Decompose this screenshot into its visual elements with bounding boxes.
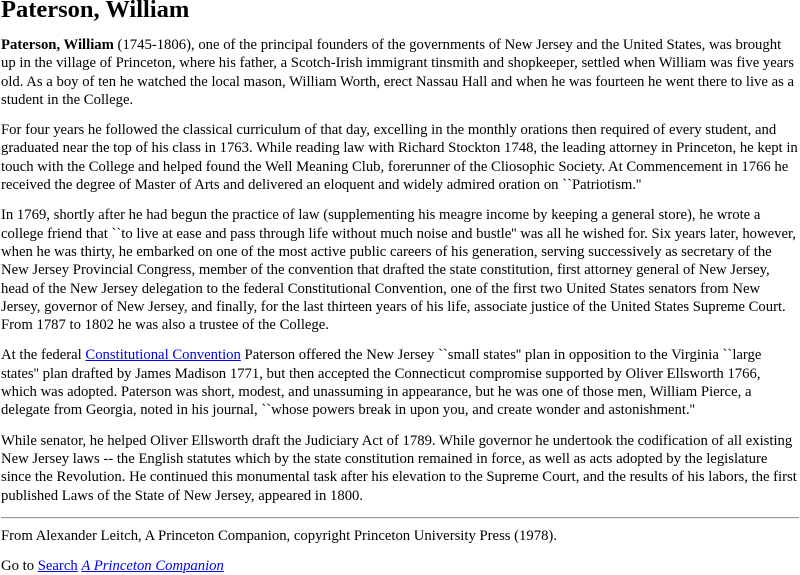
subject-name: Paterson, William (1, 37, 114, 53)
paragraph-convention-text: Paterson offered the New Jersey ``small states'' plan in opposition to the Virginia ``large states'' plan drafted by James Madison 1771, but then accepted the Connecticut compromise supported by Oliver Ellsworth 1766, which was adopted. Paterson was short, modest, and unassuming in appearance, but he was one of those men, William Pierce, a delegate from Georgia, noted in his journal, ``whose powers break in upon you, and create wonder and astonishment.'' (1, 347, 762, 419)
source-citation: From Alexander Leitch, A Princeton Companion, copyright Princeton University Press (1978). (1, 527, 558, 544)
paragraph-education: For four years he followed the classical curriculum of that day, excelling in the monthly orations then required of every student, and graduated near the top of his class in 1763. While reading law with Richard Stockton 1748, the leading attorney in Princeton, he kept in touch with the College and helped found the Well Meaning Club, forerunner of the Cliosophic Society. At Commencement in 1766 he received the degree of Master of Arts and delivered an eloquent and widely admired oration on ``Patriotism.'' (1, 122, 798, 194)
paragraph-convention (1, 346, 799, 419)
page-title: Paterson, William (1, 0, 190, 23)
paragraph-intro (1, 36, 799, 109)
footer-divider (1, 517, 799, 519)
navigation-footer (1, 557, 799, 575)
paragraph-intro-text: (1745-1806), one of the principal founders of the governments of New Jersey and the United States, was brought up in the village of Princeton, where his father, a Scotch-Irish immigrant tinsmith and shopkeeper, settled when William was five years old. As a boy of ten he watched the local mason, William Worth, erect Nassau Hall and when he was fourteen he went there to live as a student in the College. (1, 37, 795, 108)
princeton-companion-link-label: A Princeton Companion (81, 558, 224, 575)
constitutional-convention-link[interactable]: Constitutional Convention (85, 347, 241, 364)
goto-label: Go to (1, 558, 38, 575)
paragraph-codification: While senator, he helped Oliver Ellsworth draft the Judiciary Act of 1789. While governor he undertook the codification of all existing New Jersey laws -- the English statutes which by the state constitution remained in force, as well as acts adopted by the legislature since the Revolution. He continued this monumental task after his elevation to the Supreme Court, and the results of his labors, the first published Laws of the State of New Jersey, appeared in 1800. (1, 432, 797, 504)
paragraph-convention-lead: At the federal (1, 347, 86, 364)
princeton-companion-link[interactable] (81, 558, 224, 574)
paragraph-career: In 1769, shortly after he had begun the practice of law (supplementing his meagre income by keeping a general store), he wrote a college friend that ``to live at ease and pass through life without much noise and bustle'' was all he wished for. Six years later, however, when he was thirty, he embarked on one of the most active public careers of his generation, serving successively as secretary of the New Jersey Provincial Congress, member of the convention that drafted the state constitution, first attorney general of New Jersey, head of the New Jersey delegation to the federal Constitutional Convention, one of the first two United States senators from New Jersey, governor of New Jersey, and finally, for the last thirteen years of his life, associate justice of the United States Supreme Court. From 1787 to 1802 he was also a trustee of the College. (1, 207, 796, 334)
search-link[interactable]: Search (37, 558, 78, 575)
